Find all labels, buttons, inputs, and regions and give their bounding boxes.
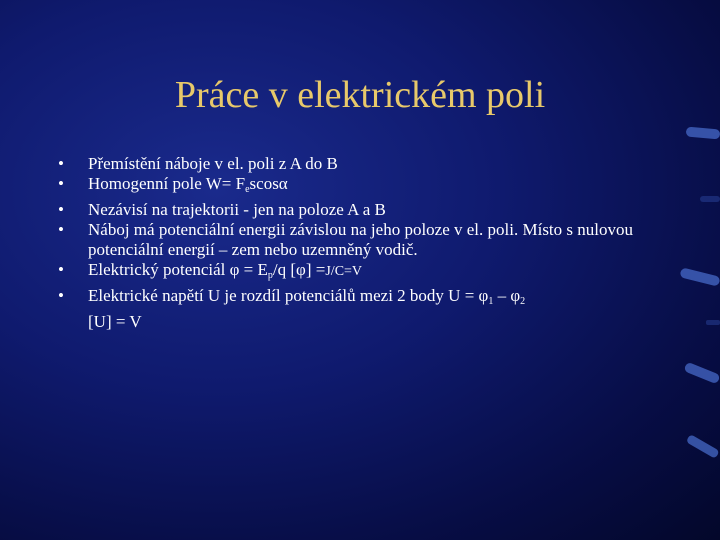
bullet-icon: • <box>58 260 64 279</box>
bullet-item <box>58 200 678 220</box>
bullet-continuation: [U] = V <box>88 312 142 331</box>
bullet-item <box>58 220 678 260</box>
stripe <box>700 196 720 202</box>
stripe <box>706 320 720 325</box>
bullet-text: Přemístění náboje v el. poli z A do B <box>88 154 338 173</box>
unit-text: J/C=V <box>325 264 363 279</box>
bullet-list <box>58 154 678 332</box>
subscript: e <box>245 184 250 195</box>
bullet-icon: • <box>58 174 64 193</box>
subscript: 1 <box>488 296 494 307</box>
bullet-icon: • <box>58 286 64 305</box>
bullet-icon: • <box>58 154 64 173</box>
bullet-text: /q [φ] = <box>272 260 326 279</box>
bullet-text: Elektrické napětí U je rozdíl potenciálů mezi 2 body U = φ <box>88 286 489 305</box>
subscript: 2 <box>520 296 526 307</box>
bullet-item <box>58 154 678 174</box>
stripe <box>683 362 720 385</box>
bullet-text: Nezávisí na trajektorii - jen na poloze A a B <box>88 200 386 219</box>
bullet-icon: • <box>58 200 64 219</box>
bullet-item <box>58 260 678 286</box>
bullet-text: Elektrický potenciál φ = E <box>88 260 268 279</box>
stripe <box>686 434 720 459</box>
bullet-item <box>58 286 678 332</box>
stripe <box>679 267 720 286</box>
slide-title: Práce v elektrickém poli <box>174 74 546 116</box>
subscript: p <box>267 270 273 281</box>
bullet-text: – φ <box>493 286 521 305</box>
stripe <box>686 127 720 140</box>
bullet-item <box>58 174 678 200</box>
bullet-text: Náboj má potenciální energii závislou na jeho poloze v el. poli. Místo s nulovou potenciální energií – zem nebo uzemněný vodič. <box>88 220 633 259</box>
bullet-text: Homogenní pole W= F <box>88 174 246 193</box>
bullet-icon: • <box>58 220 64 239</box>
bullet-text: scosα <box>249 174 288 193</box>
